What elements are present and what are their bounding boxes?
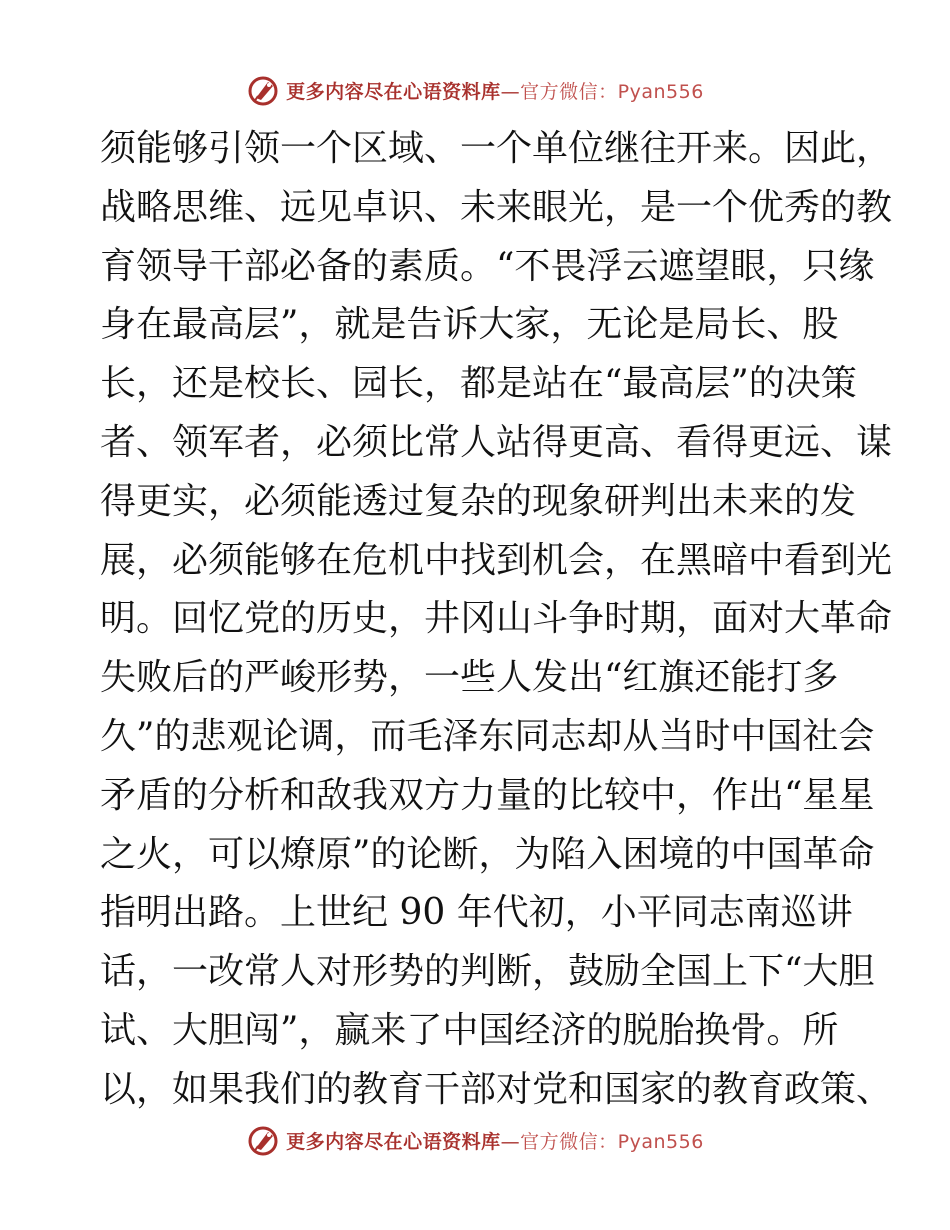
paragraph-line: 展，必须能够在危机中找到机会，在黑暗中看到光 [100, 539, 893, 581]
paragraph-line: 指明出路。上世纪 90 年代初，小平同志南巡讲 [100, 892, 853, 934]
paragraph-line: 战略思维、远见卓识、未来眼光，是一个优秀的教 [100, 186, 893, 228]
pen-nib-logo-icon [246, 72, 282, 108]
header-site-text: 更多内容尽在心语资料库 [286, 80, 501, 103]
footer-watermark-text [286, 1127, 704, 1154]
paragraph-line: 失败后的严峻形势，一些人发出“红旗还能打多 [100, 657, 839, 699]
paragraph-line: 久”的悲观论调，而毛泽东同志却从当时中国社会 [100, 715, 875, 757]
paragraph-line: 以，如果我们的教育干部对党和国家的教育政策、 [100, 1068, 893, 1110]
paragraph-line: 话，一改常人对形势的判断，鼓励全国上下“大胆 [100, 951, 875, 993]
paragraph-line: 明。回忆党的历史，井冈山斗争时期，面对大革命 [100, 598, 893, 640]
header-dash: — [500, 80, 521, 103]
paragraph-line: 之火，可以燎原”的论断，为陷入困境的中国革命 [100, 833, 875, 875]
paragraph-line: 矛盾的分析和敌我双方力量的比较中，作出“星星 [100, 774, 875, 816]
header-watermark [0, 70, 950, 110]
paragraph-line: 身在最高层”，就是告诉大家，无论是局长、股 [100, 304, 839, 346]
pen-nib-logo-icon [246, 1122, 282, 1158]
document-body [100, 120, 893, 1120]
footer-watermark [0, 1120, 950, 1160]
paragraph-line: 长，还是校长、园长，都是站在“最高层”的决策 [100, 363, 857, 405]
footer-dash: — [500, 1130, 521, 1153]
footer-wechat-text: 官方微信：Pyan556 [520, 1130, 704, 1153]
header-watermark-text [286, 77, 704, 104]
header-wechat-text: 官方微信：Pyan556 [520, 80, 704, 103]
footer-site-text: 更多内容尽在心语资料库 [286, 1130, 501, 1153]
paragraph-line: 试、大胆闯”，赢来了中国经济的脱胎换骨。所 [100, 1009, 839, 1051]
paragraph-line: 者、领军者，必须比常人站得更高、看得更远、谋 [100, 421, 893, 463]
paragraph-line: 育领导干部必备的素质。“不畏浮云遮望眼，只缘 [100, 245, 875, 287]
paragraph-line: 须能够引领一个区域、一个单位继往开来。因此， [100, 128, 893, 169]
paragraph-line: 得更实，必须能透过复杂的现象研判出未来的发 [100, 480, 857, 522]
